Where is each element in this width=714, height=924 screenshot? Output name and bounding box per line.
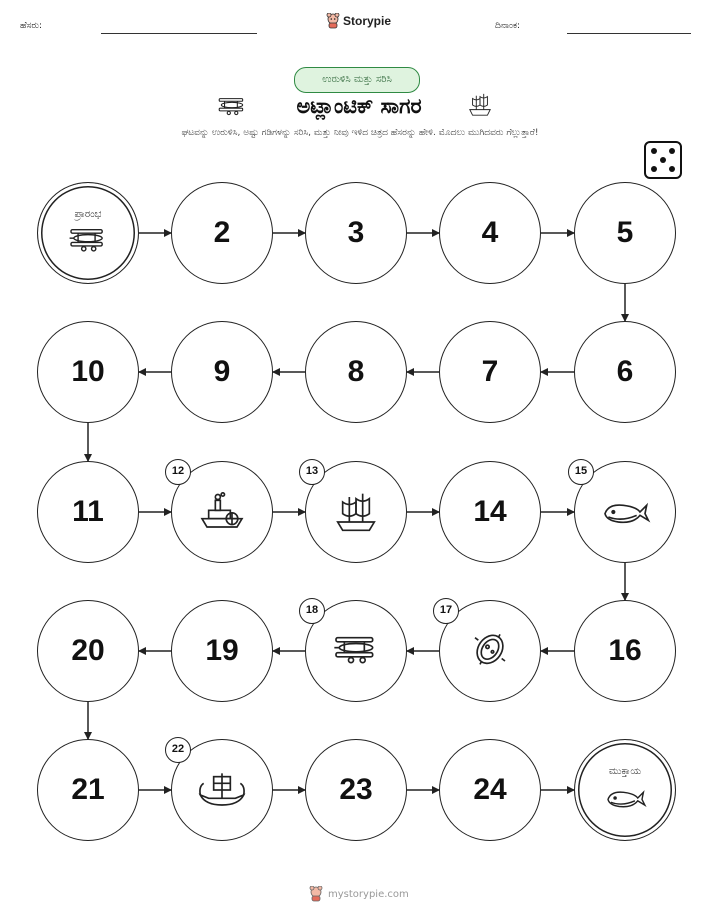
space-start	[37, 182, 139, 284]
space-8	[305, 321, 407, 423]
space-number: 14	[473, 495, 507, 528]
space-number-badge: 18	[299, 598, 325, 624]
sailing-ship-icon	[329, 492, 383, 532]
space-number: 6	[616, 355, 634, 388]
space-number-badge: 12	[165, 459, 191, 485]
space-7	[439, 321, 541, 423]
space-finish	[574, 739, 676, 841]
space-number: 19	[205, 634, 239, 667]
space-number: 4	[481, 216, 499, 249]
space-2	[171, 182, 273, 284]
space-4	[439, 182, 541, 284]
space-16	[574, 600, 676, 702]
space-number: 3	[347, 216, 365, 249]
name-label: ಹೆಸರು:	[20, 21, 43, 31]
space-number-badge: 13	[299, 459, 325, 485]
space-number-badge: 15	[568, 459, 594, 485]
whale-icon	[598, 492, 652, 532]
subtitle-pill: ಉರುಳಿಸಿ ಮತ್ತು ಸರಿಸಿ	[294, 67, 420, 93]
space-number: 7	[481, 355, 499, 388]
space-number: 24	[473, 773, 507, 806]
space-number: 23	[339, 773, 373, 806]
viking-ship-icon	[195, 770, 249, 810]
footer	[308, 886, 409, 902]
footer-url[interactable]: mystorypie.com	[328, 888, 409, 900]
space-3	[305, 182, 407, 284]
biplane-icon	[329, 631, 383, 671]
whale-icon	[602, 781, 648, 815]
space-number: 11	[72, 495, 104, 528]
biplane-icon	[65, 224, 111, 258]
space-number: 20	[71, 634, 105, 667]
space-number: 5	[616, 216, 634, 249]
space-number: 21	[71, 773, 105, 806]
space-number: 10	[71, 355, 105, 388]
space-number: 8	[347, 355, 365, 388]
page-title: ಅಟ್ಲಾಂಟಿಕ್ ಸಾಗರ	[296, 94, 422, 118]
finish-label: ಮುಕ್ತಾಯ	[608, 765, 642, 777]
steamboat-icon	[195, 492, 249, 532]
space-number-badge: 22	[165, 737, 191, 763]
space-23	[305, 739, 407, 841]
space-19	[171, 600, 273, 702]
space-5	[574, 182, 676, 284]
plankton-icon	[463, 631, 517, 671]
space-number-badge: 17	[433, 598, 459, 624]
space-20	[37, 600, 139, 702]
date-label: ದಿನಾಂಕ:	[495, 21, 521, 31]
space-24	[439, 739, 541, 841]
space-9	[171, 321, 273, 423]
space-number: 2	[213, 216, 231, 249]
space-21	[37, 739, 139, 841]
instructions-text: ಘಟವನ್ನು ಉರುಳಿಸಿ, ಅಷ್ಟು ಗಡಿಗಳನ್ನು ಸರಿಸಿ, ಮತ್ತು ನೀವು ಇಳಿದ ಚಿತ್ರದ ಹೆಸರನ್ನು ಹೇಳಿ. ಮೊದಲು ಮುಗಿದವರು ಗೆಲ್ಲುತ್ತಾರೆ!	[181, 128, 539, 138]
space-number: 16	[608, 634, 642, 667]
space-number: 9	[213, 355, 231, 388]
space-10	[37, 321, 139, 423]
storypie-mascot-icon	[308, 886, 324, 902]
space-14	[439, 461, 541, 563]
space-11	[37, 461, 139, 563]
brand-name: Storypie	[343, 14, 392, 28]
start-label: ಪ್ರಾರಂಭ	[74, 208, 102, 220]
space-6	[574, 321, 676, 423]
